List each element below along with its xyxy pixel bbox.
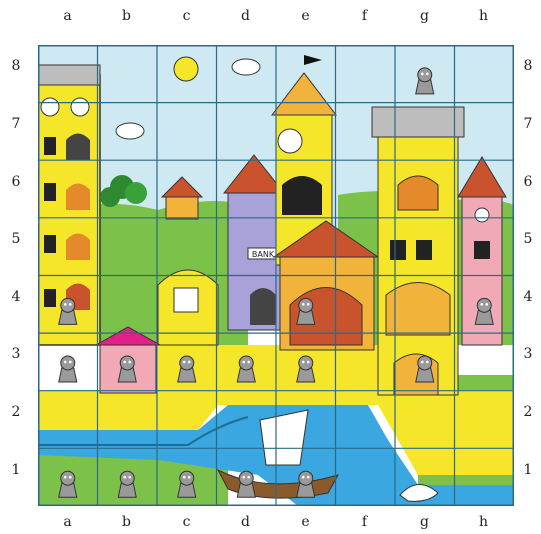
file-label-bottom-e: e	[301, 514, 310, 530]
pawn-piece-c3[interactable]	[178, 356, 196, 382]
file-label-bottom-d: d	[241, 514, 250, 530]
rank-label-left-4: 4	[11, 289, 21, 305]
tower-a-arch-2	[66, 184, 90, 211]
rank-label-right-5: 5	[523, 231, 533, 247]
knight-piece-b1[interactable]	[118, 471, 136, 497]
chess-board[interactable]	[38, 45, 514, 506]
rank-label-left-1: 1	[11, 462, 21, 478]
file-label-top-c: c	[182, 8, 191, 24]
pawn-piece-e4[interactable]	[297, 298, 315, 324]
rank-label-left-2: 2	[11, 404, 21, 420]
file-label-top-e: e	[301, 8, 310, 24]
file-label-bottom-f: f	[361, 514, 368, 530]
gatehouse-shield	[174, 288, 198, 312]
rank-label-right-7: 7	[523, 116, 533, 132]
castle-g-arch-top	[398, 176, 438, 210]
file-label-bottom-h: h	[478, 514, 489, 530]
pawn-piece-a3[interactable]	[59, 356, 77, 382]
rank-label-right-3: 3	[523, 346, 533, 362]
rank-label-left-5: 5	[11, 231, 21, 247]
tower-a-arch-1	[66, 134, 90, 161]
rank-label-right-1: 1	[523, 462, 533, 478]
pink-tower-window	[474, 241, 490, 259]
tower-a-top	[38, 65, 100, 85]
rook-piece-a1[interactable]	[59, 471, 77, 497]
file-label-top-d: d	[241, 8, 250, 24]
tree-2	[125, 182, 147, 204]
file-label-top-a: a	[63, 8, 72, 24]
board-illustration	[38, 45, 514, 506]
tower-a-window-2	[44, 183, 56, 201]
file-label-bottom-c: c	[182, 514, 191, 530]
rank-label-left-6: 6	[11, 174, 21, 190]
cloud-icon	[232, 59, 260, 75]
tower-a-arch-3	[66, 234, 90, 261]
file-label-top-f: f	[361, 8, 368, 24]
pawn-piece-e3[interactable]	[297, 356, 315, 382]
viking-king-piece-g8[interactable]	[416, 68, 434, 94]
pawn-piece-a4[interactable]	[59, 298, 77, 324]
boat-sail	[260, 410, 308, 465]
pawn-piece-d3[interactable]	[237, 356, 255, 382]
pink-tower-clock	[475, 208, 489, 222]
pawn-piece-g3[interactable]	[416, 356, 434, 382]
rook-piece-h4[interactable]	[475, 298, 493, 324]
file-label-top-g: g	[420, 8, 429, 24]
small-church	[166, 195, 198, 219]
castle-g-top	[372, 107, 464, 137]
bank-sign: BANK	[251, 250, 275, 259]
bishop-piece-c1[interactable]	[178, 471, 196, 497]
rank-label-left-7: 7	[11, 116, 21, 132]
castle-g-window-2	[416, 240, 432, 260]
file-label-top-h: h	[478, 8, 489, 24]
tower-a-clock-left	[41, 98, 59, 116]
purple-house-door	[250, 288, 276, 325]
castle-g-window-1	[390, 240, 406, 260]
tower-a-clock-right	[71, 98, 89, 116]
pawn-piece-b3[interactable]	[118, 356, 136, 382]
rank-label-right-6: 6	[523, 174, 533, 190]
rank-label-right-8: 8	[523, 58, 533, 74]
tower-a-window-4	[44, 289, 56, 307]
tower-a-window-3	[44, 235, 56, 253]
sun-icon	[174, 57, 198, 81]
rank-label-right-2: 2	[523, 404, 533, 420]
tower-a-window-1	[44, 137, 56, 155]
file-label-bottom-a: a	[63, 514, 72, 530]
rank-label-left-3: 3	[11, 346, 21, 362]
clock-tower-clock	[278, 129, 302, 153]
clock-tower-bell-arch	[282, 176, 322, 215]
tree-3	[100, 187, 120, 207]
file-label-bottom-g: g	[420, 514, 429, 530]
rank-label-right-4: 4	[523, 289, 533, 305]
rank-label-left-8: 8	[11, 58, 21, 74]
queen-piece-d1[interactable]	[237, 471, 255, 497]
king-piece-e1[interactable]	[297, 471, 315, 497]
cloud-icon-2	[116, 123, 144, 139]
file-label-top-b: b	[122, 8, 131, 24]
file-label-bottom-b: b	[122, 514, 131, 530]
